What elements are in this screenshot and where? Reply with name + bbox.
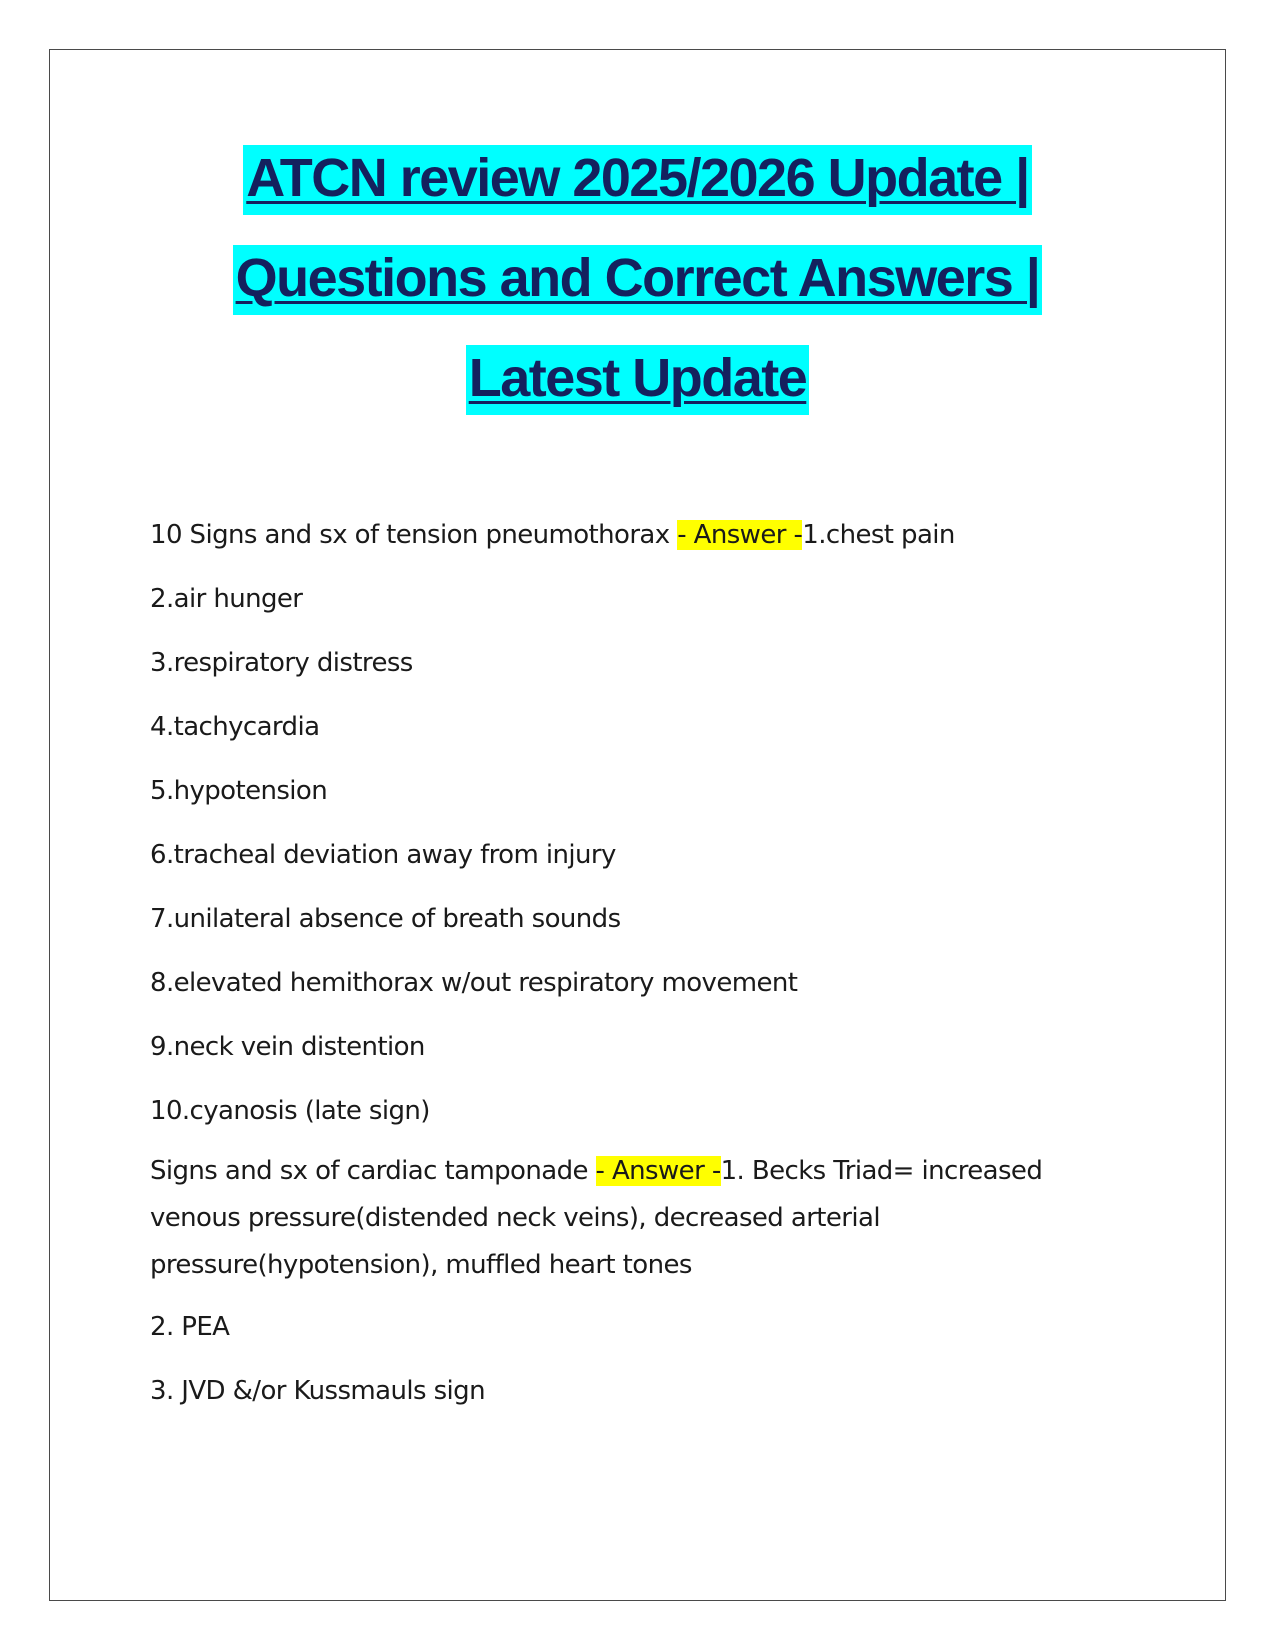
list-item: 2.air hunger	[150, 584, 303, 614]
list-item: 10.cyanosis (late sign)	[150, 1096, 430, 1126]
answer-marker: - Answer -	[595, 1156, 721, 1186]
question-text: Signs and sx of cardiac tamponade	[150, 1156, 596, 1186]
title-line-1: ATCN review 2025/2026 Update |	[243, 145, 1031, 215]
list-item: 6.tracheal deviation away from injury	[150, 840, 616, 870]
list-item: 4.tachycardia	[150, 712, 320, 742]
list-item: 9.neck vein distention	[150, 1032, 425, 1062]
list-item: 2. PEA	[150, 1312, 230, 1342]
list-item: 3.respiratory distress	[150, 648, 413, 678]
question-text: 10 Signs and sx of tension pneumothorax	[150, 520, 678, 550]
title-line-2: Questions and Correct Answers |	[233, 245, 1043, 315]
answer-text: 1. Becks Triad= increased venous pressure(distended neck veins), decreased arterial pressure(hypotension), muffled heart tones	[150, 1156, 1043, 1280]
list-item: 5.hypotension	[150, 776, 328, 806]
question-1	[150, 520, 955, 550]
question-2	[150, 1148, 1110, 1289]
document-title	[49, 130, 1226, 430]
list-item: 7.unilateral absence of breath sounds	[150, 904, 621, 934]
list-item: 8.elevated hemithorax w/out respiratory movement	[150, 968, 798, 998]
title-line-3: Latest Update	[466, 345, 810, 415]
answer-marker: - Answer -	[677, 520, 803, 550]
list-item: 3. JVD &/or Kussmauls sign	[150, 1376, 485, 1406]
answer-text: 1.chest pain	[802, 520, 955, 550]
